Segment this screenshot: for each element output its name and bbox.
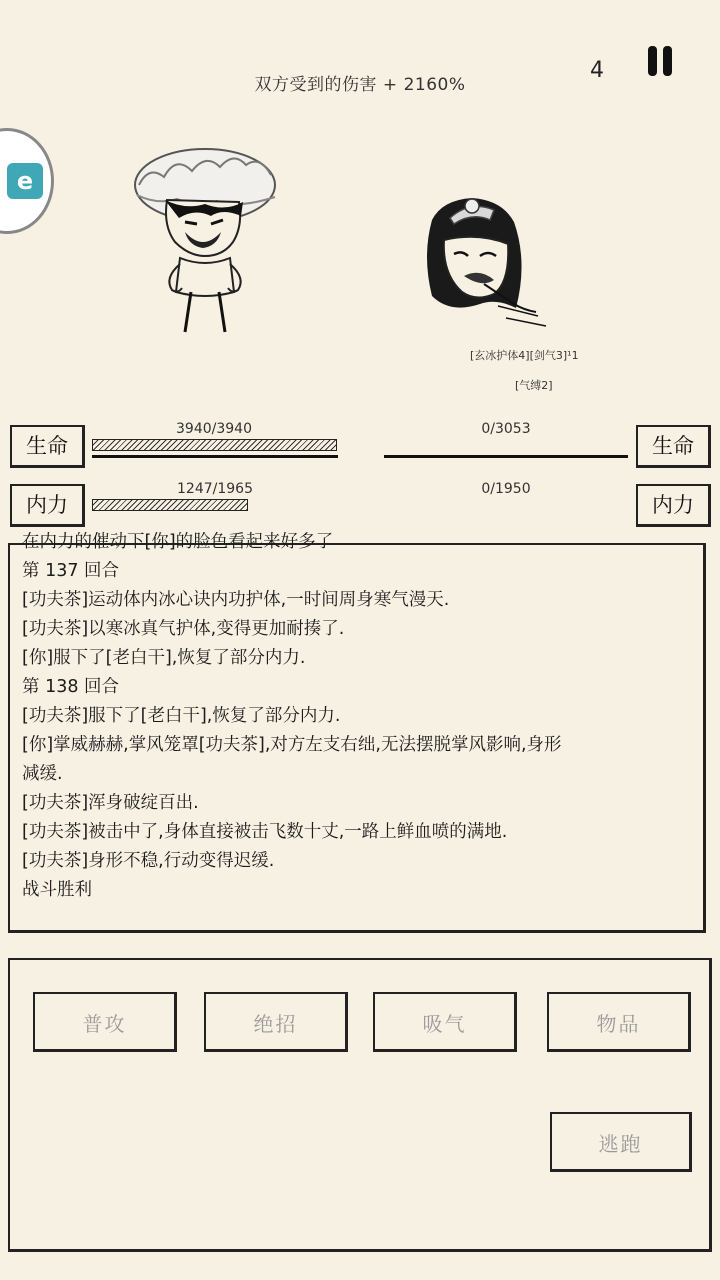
player-hp-baseline: [92, 455, 338, 458]
player-mp-value: 1247/1965: [177, 481, 253, 497]
log-line: [功夫茶]身形不稳,行动变得迟缓.: [22, 851, 275, 871]
ultimate-button[interactable]: 绝招: [204, 992, 348, 1052]
enemy-mp-value: 0/1950: [481, 481, 531, 497]
pause-icon: [648, 46, 657, 76]
player-character: [125, 140, 285, 340]
log-line: [功夫茶]被击中了,身体直接被击飞数十丈,一路上鲜血喷的满地.: [22, 822, 508, 842]
player-mp-bar: [92, 499, 248, 511]
damage-modifier-banner: 双方受到的伤害 + 2160%: [254, 75, 466, 95]
flee-button[interactable]: 逃跑: [550, 1112, 692, 1172]
battle-log-lines: [22, 528, 698, 905]
log-line: [功夫茶]浑身破绽百出.: [22, 793, 199, 813]
pause-button[interactable]: [645, 46, 675, 78]
log-line: 在内力的催动下[你]的脸色看起来好多了: [22, 532, 334, 552]
log-line: 战斗胜利: [22, 880, 92, 900]
enemy-status-effects: [玄冰护体4][剑气3]¹1: [470, 349, 579, 362]
player-hp-bar: [92, 439, 337, 451]
log-line: [功夫茶]以寒冰真气护体,变得更加耐揍了.: [22, 619, 345, 639]
items-button[interactable]: 物品: [547, 992, 691, 1052]
enemy-mp-label: 内力: [636, 484, 711, 527]
log-line: [你]掌威赫赫,掌风笼罩[功夫茶],对方左支右绌,无法摆脱掌风影响,身形: [22, 735, 562, 755]
action-panel: [8, 958, 712, 1252]
log-line: [功夫茶]运动体内冰心诀内功护体,一时间周身寒气漫天.: [22, 590, 450, 610]
app-badge-icon: e: [7, 163, 43, 199]
log-line: [功夫茶]服下了[老白干],恢复了部分内力.: [22, 706, 341, 726]
enemy-character: [410, 180, 570, 340]
pause-icon-bar: [663, 46, 672, 76]
side-menu-tab[interactable]: [0, 128, 54, 234]
attack-button[interactable]: 普攻: [33, 992, 177, 1052]
log-line: 第 137 回合: [22, 561, 120, 581]
enemy-hp-label: 生命: [636, 425, 711, 468]
log-line: 第 138 回合: [22, 677, 120, 697]
player-mp-label: 内力: [10, 484, 85, 527]
battle-log-panel[interactable]: [8, 532, 706, 933]
player-hp-label: 生命: [10, 425, 85, 468]
enemy-hp-bar: [384, 455, 628, 458]
enemy-status-effects-2: [气缚2]: [515, 379, 553, 392]
round-counter: 4: [590, 58, 604, 83]
enemy-hp-value: 0/3053: [481, 421, 531, 437]
breathe-button[interactable]: 吸气: [373, 992, 517, 1052]
log-line: 减缓.: [22, 764, 63, 784]
log-line: [你]服下了[老白干],恢复了部分内力.: [22, 648, 306, 668]
player-hp-value: 3940/3940: [176, 421, 252, 437]
